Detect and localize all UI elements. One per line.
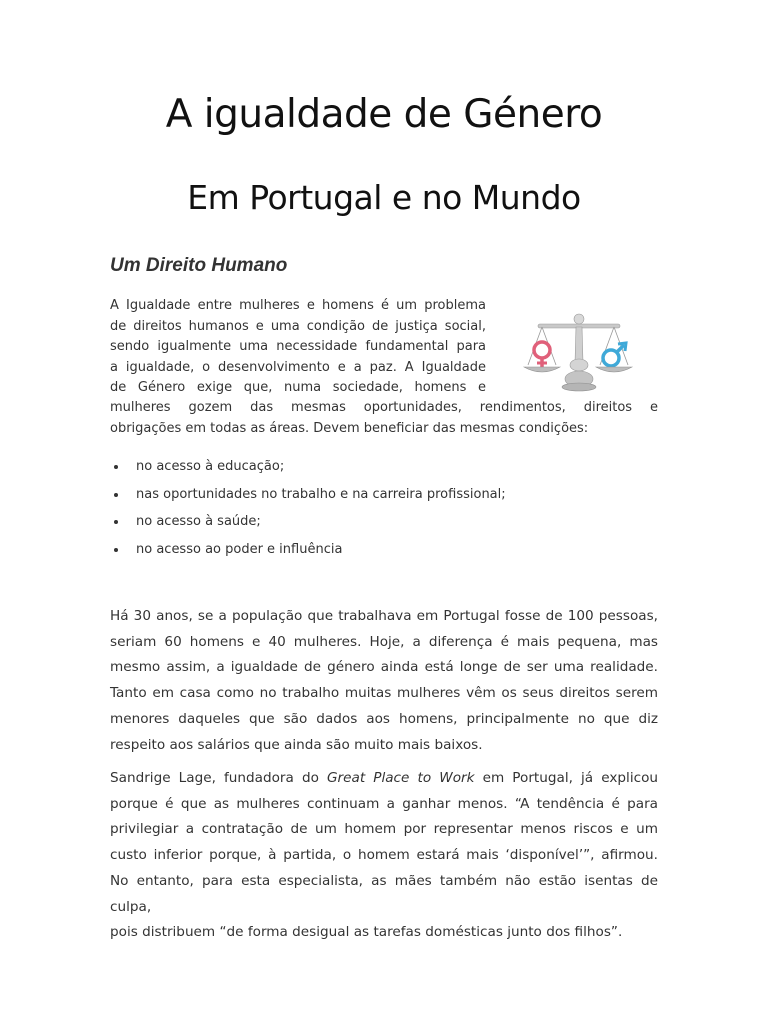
list-item [110, 536, 506, 564]
intro-line: de Género exige que, numa sociedade, homens e [110, 380, 486, 395]
paragraph-line: porque é que as mulheres continuam a ganhar menos. “A tendência é para [110, 795, 658, 812]
document-title: A igualdade de Género [165, 92, 603, 137]
list-item-text: no acesso ao poder e influência [136, 541, 343, 557]
section-heading: Um Direito Humano [110, 255, 288, 276]
document-subtitle: Em Portugal e no Mundo [187, 178, 581, 217]
bullet-icon [114, 548, 118, 552]
paragraph-line: Há 30 anos, se a população que trabalhava em Portugal fosse de 100 pessoas, [110, 608, 658, 624]
list-item [110, 453, 506, 481]
list-item [110, 508, 506, 536]
list-item [110, 481, 506, 509]
list-item-text: no acesso à educação; [136, 459, 285, 474]
bullet-icon [114, 520, 118, 524]
quote-line-start: Sandrige Lage, fundadora do [110, 770, 327, 786]
intro-line: mulheres gozem das mesmas oportunidades, rendimentos, direitos e [110, 400, 658, 415]
paragraph-quote [110, 766, 658, 946]
paragraph-line: No entanto, para esta especialista, as mães também não estão isentas de culpa, [110, 872, 658, 915]
paragraph-line: seriam 60 homens e 40 mulheres. Hoje, a diferença é mais pequena, mas [110, 633, 658, 650]
paragraph-line: privilegiar a contratação de um homem por representar menos riscos e um [110, 821, 658, 838]
quote-line-end: em Portugal, já explicou [474, 770, 659, 786]
intro-line: a igualdade, o desenvolvimento e a paz. A Igualdade [110, 359, 486, 375]
paragraph-line [110, 766, 658, 792]
gender-equality-scale-icon [512, 303, 642, 393]
bullet-icon [114, 493, 118, 497]
intro-line: de direitos humanos e uma condição de justiça social, [110, 318, 486, 334]
paragraph-line: Tanto em casa como no trabalho muitas mulheres vêm os seus direitos serem [110, 685, 658, 702]
intro-paragraph-narrow [110, 296, 486, 399]
intro-line: obrigações em todas as áreas. Devem beneficiar das mesmas condições: [110, 420, 589, 436]
paragraph-line: menores daqueles que são dados aos homens, principalmente no que diz [110, 710, 658, 727]
list-item-text: no acesso à saúde; [136, 514, 261, 529]
intro-line: sendo igualmente uma necessidade fundamental para [110, 339, 486, 354]
intro-line: A Igualdade entre mulheres e homens é um problema [110, 298, 486, 313]
paragraph-line: mesmo assim, a igualdade de género ainda está longe de ser uma realidade. [110, 659, 658, 676]
paragraph-line: pois distribuem “de forma desigual as tarefas domésticas junto dos filhos”. [110, 924, 623, 941]
intro-paragraph-wide [110, 398, 658, 439]
paragraph-line: custo inferior porque, à partida, o homem estará mais ‘disponível’”, afirmou. [110, 847, 658, 864]
list-item-text: nas oportunidades no trabalho e na carreira profissional; [136, 486, 506, 502]
company-name: Great Place to Work [327, 770, 475, 786]
bullet-icon [114, 465, 118, 469]
paragraph-statistics [110, 604, 658, 758]
paragraph-line: respeito aos salários que ainda são muito mais baixos. [110, 736, 483, 753]
conditions-list [110, 453, 506, 563]
